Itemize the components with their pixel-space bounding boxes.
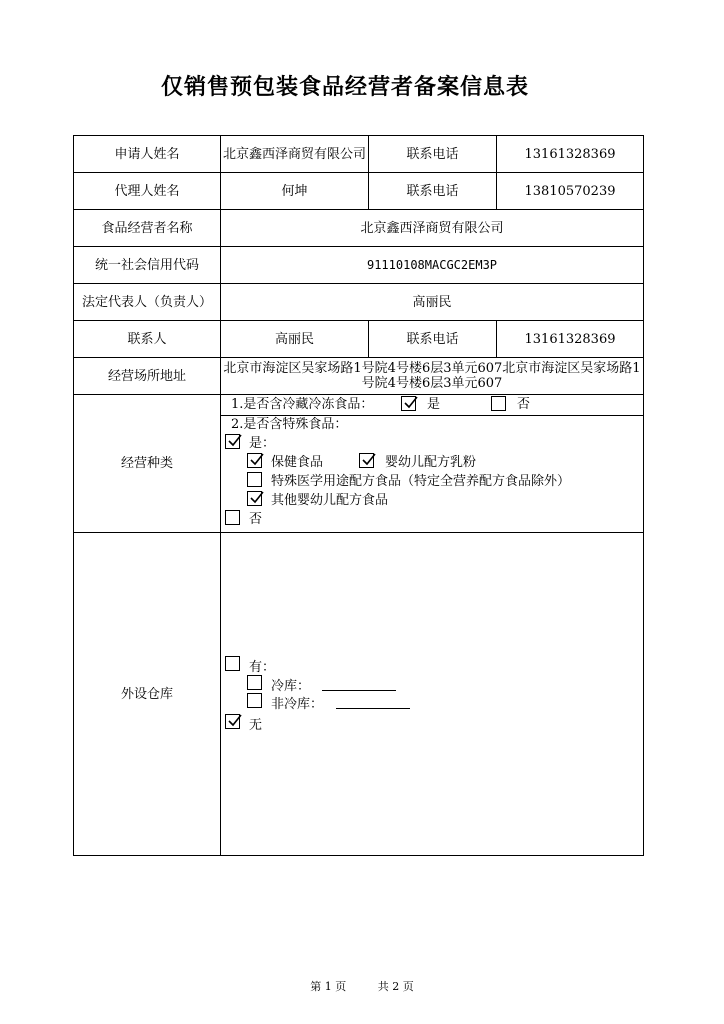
- special-yes-checkbox[interactable]: [225, 434, 240, 449]
- non-cold-storage-blank[interactable]: [336, 696, 410, 709]
- credit-code-value[interactable]: 91110108MACGC2EM3P: [221, 247, 644, 284]
- credit-code-row: [74, 247, 644, 284]
- agent-phone-label: 联系电话: [369, 173, 497, 210]
- agent-label: 代理人姓名: [74, 173, 221, 210]
- check-mark-icon: [227, 713, 243, 729]
- cold-no-checkbox[interactable]: [491, 396, 506, 411]
- agent-phone[interactable]: 13810570239: [497, 173, 644, 210]
- cold-storage-blank[interactable]: [322, 678, 396, 691]
- filing-form-table: [73, 135, 644, 856]
- business-type-options: [221, 395, 644, 533]
- warehouse-has-checkbox[interactable]: [225, 656, 240, 671]
- cold-storage-checkbox[interactable]: [247, 675, 262, 690]
- other-infant-checkbox[interactable]: [247, 491, 262, 506]
- operator-name-value[interactable]: 北京鑫西泽商贸有限公司: [221, 210, 644, 247]
- check-mark-icon: [249, 490, 265, 506]
- applicant-phone[interactable]: 13161328369: [497, 136, 644, 173]
- operator-name-row: [74, 210, 644, 247]
- contact-phone-label: 联系电话: [369, 321, 497, 358]
- address-row: [74, 358, 644, 395]
- credit-code-label: 统一社会信用代码: [74, 247, 221, 284]
- address-label: 经营场所地址: [74, 358, 221, 395]
- check-mark-icon: [249, 452, 265, 468]
- special-no-label: 否: [249, 512, 263, 527]
- non-cold-storage-checkbox[interactable]: [247, 693, 262, 708]
- cold-yes-checkbox[interactable]: [401, 396, 416, 411]
- business-type-row: [74, 395, 644, 533]
- health-food-checkbox[interactable]: [247, 453, 262, 468]
- page-number: 第 1 页: [310, 980, 347, 993]
- special-no-checkbox[interactable]: [225, 510, 240, 525]
- page-title: 仅销售预包装食品经营者备案信息表: [160, 74, 529, 100]
- special-yes-label: 是：: [249, 436, 276, 451]
- legal-rep-value[interactable]: 高丽民: [221, 284, 644, 321]
- check-mark-icon: [227, 433, 243, 449]
- cold-storage-label: 冷库：: [271, 679, 311, 694]
- agent-row: [74, 173, 644, 210]
- cold-no-label: 否: [517, 397, 531, 412]
- legal-rep-label: 法定代表人（负责人）: [74, 284, 221, 321]
- legal-rep-row: [74, 284, 644, 321]
- cold-food-line: [221, 395, 643, 415]
- operator-name-label: 食品经营者名称: [74, 210, 221, 247]
- cold-food-question: 1.是否含冷藏冷冻食品：: [231, 397, 374, 412]
- agent-value[interactable]: 何坤: [221, 173, 369, 210]
- warehouse-options: [221, 533, 644, 856]
- special-food-question: 2.是否含特殊食品：: [231, 417, 348, 432]
- infant-formula-checkbox[interactable]: [359, 453, 374, 468]
- applicant-value[interactable]: 北京鑫西泽商贸有限公司: [221, 136, 369, 173]
- health-food-label: 保健食品: [271, 455, 324, 470]
- infant-formula-label: 婴幼儿配方乳粉: [385, 455, 477, 470]
- applicant-phone-label: 联系电话: [369, 136, 497, 173]
- special-medical-label: 特殊医学用途配方食品（特定全营养配方食品除外）: [271, 474, 571, 489]
- business-type-label: 经营种类: [74, 395, 221, 533]
- check-mark-icon: [403, 395, 419, 411]
- contact-value[interactable]: 高丽民: [221, 321, 369, 358]
- contact-label: 联系人: [74, 321, 221, 358]
- warehouse-none-checkbox[interactable]: [225, 714, 240, 729]
- warehouse-row: [74, 533, 644, 856]
- applicant-row: [74, 136, 644, 173]
- check-mark-icon: [361, 452, 377, 468]
- cold-yes-label: 是: [427, 397, 441, 412]
- page-footer: [0, 978, 724, 994]
- address-value[interactable]: 北京市海淀区吴家场路1号院4号楼6层3单元607北京市海淀区吴家场路1号院4号楼6层3单元607: [221, 358, 644, 395]
- warehouse-label: 外设仓库: [74, 533, 221, 856]
- warehouse-has-label: 有：: [249, 660, 276, 675]
- other-infant-label: 其他婴幼儿配方食品: [271, 493, 389, 508]
- contact-row: [74, 321, 644, 358]
- applicant-label: 申请人姓名: [74, 136, 221, 173]
- warehouse-none-label: 无: [249, 718, 263, 733]
- contact-phone[interactable]: 13161328369: [497, 321, 644, 358]
- non-cold-storage-label: 非冷库：: [271, 697, 324, 712]
- special-medical-checkbox[interactable]: [247, 472, 262, 487]
- special-food-block: [221, 415, 643, 532]
- page-total: 共 2 页: [377, 980, 414, 993]
